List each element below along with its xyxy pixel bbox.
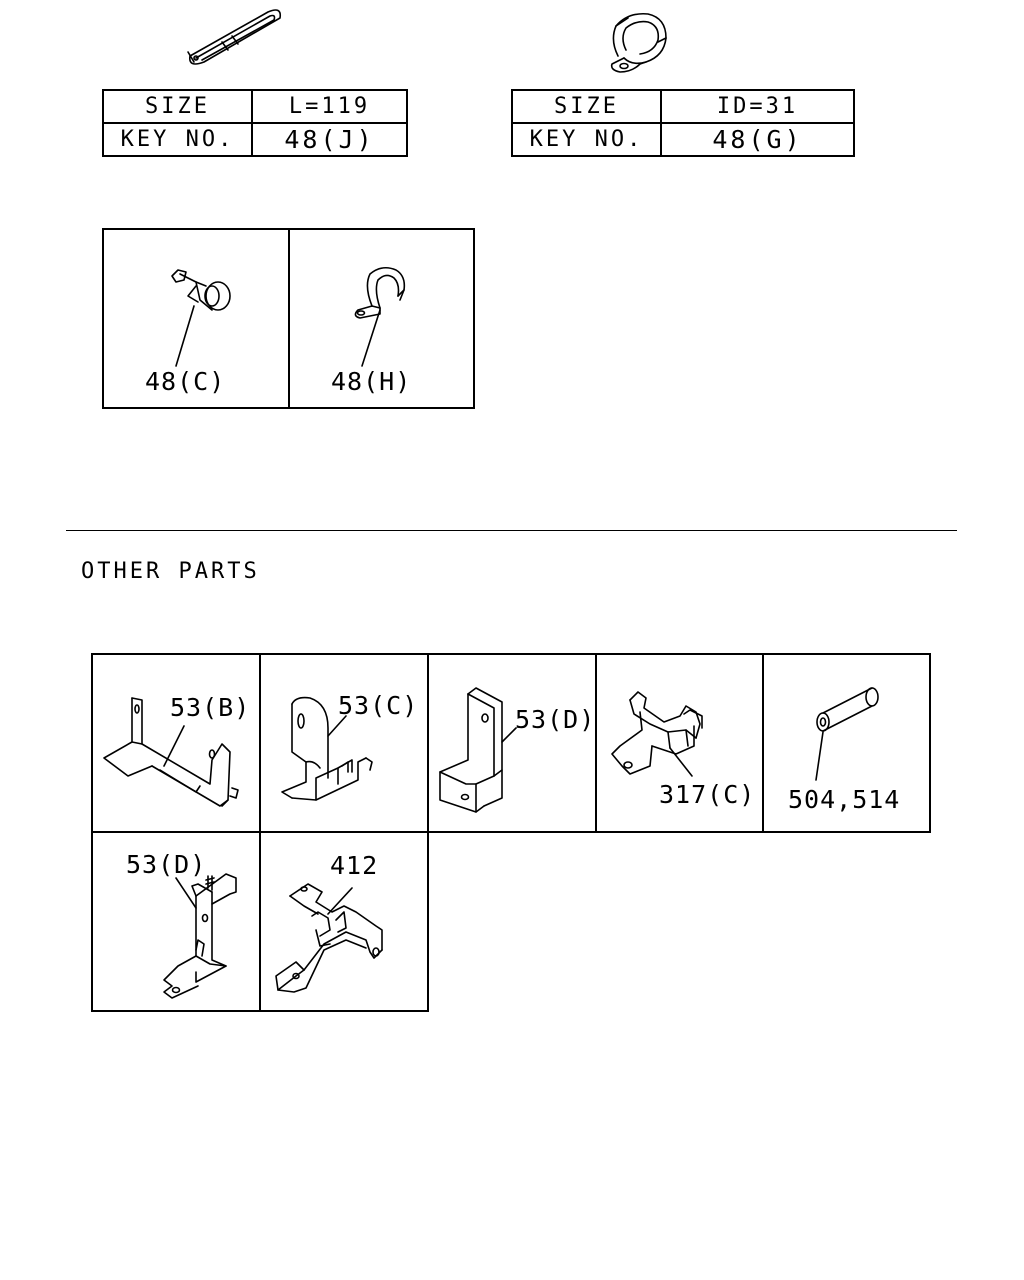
part-label: 504,514 bbox=[788, 785, 901, 814]
part-label: 53(D) bbox=[515, 705, 596, 734]
part-label: 53(D) bbox=[126, 850, 207, 879]
size-header: SIZE bbox=[512, 90, 661, 123]
part-cell bbox=[259, 653, 429, 833]
section-divider bbox=[66, 530, 957, 531]
part-cell bbox=[91, 653, 261, 833]
size-header: SIZE bbox=[103, 90, 252, 123]
size-value: ID=31 bbox=[661, 90, 854, 123]
section-title: OTHER PARTS bbox=[81, 559, 260, 584]
key-header: KEY NO. bbox=[512, 123, 661, 156]
key-value: 48(G) bbox=[661, 123, 854, 156]
part-label: 48(H) bbox=[331, 367, 412, 396]
part-label: 53(C) bbox=[338, 691, 419, 720]
part-label: 317(C) bbox=[659, 780, 756, 809]
key-value: 48(J) bbox=[252, 123, 407, 156]
part-label: 412 bbox=[330, 851, 379, 880]
size-key-table bbox=[511, 89, 855, 157]
band-strap-icon bbox=[188, 10, 280, 64]
size-key-table bbox=[102, 89, 408, 157]
size-value: L=119 bbox=[252, 90, 407, 123]
p-clamp-icon bbox=[612, 14, 666, 72]
part-label: 53(B) bbox=[170, 693, 251, 722]
part-cell bbox=[427, 653, 597, 833]
part-label: 48(C) bbox=[145, 367, 226, 396]
key-header: KEY NO. bbox=[103, 123, 252, 156]
